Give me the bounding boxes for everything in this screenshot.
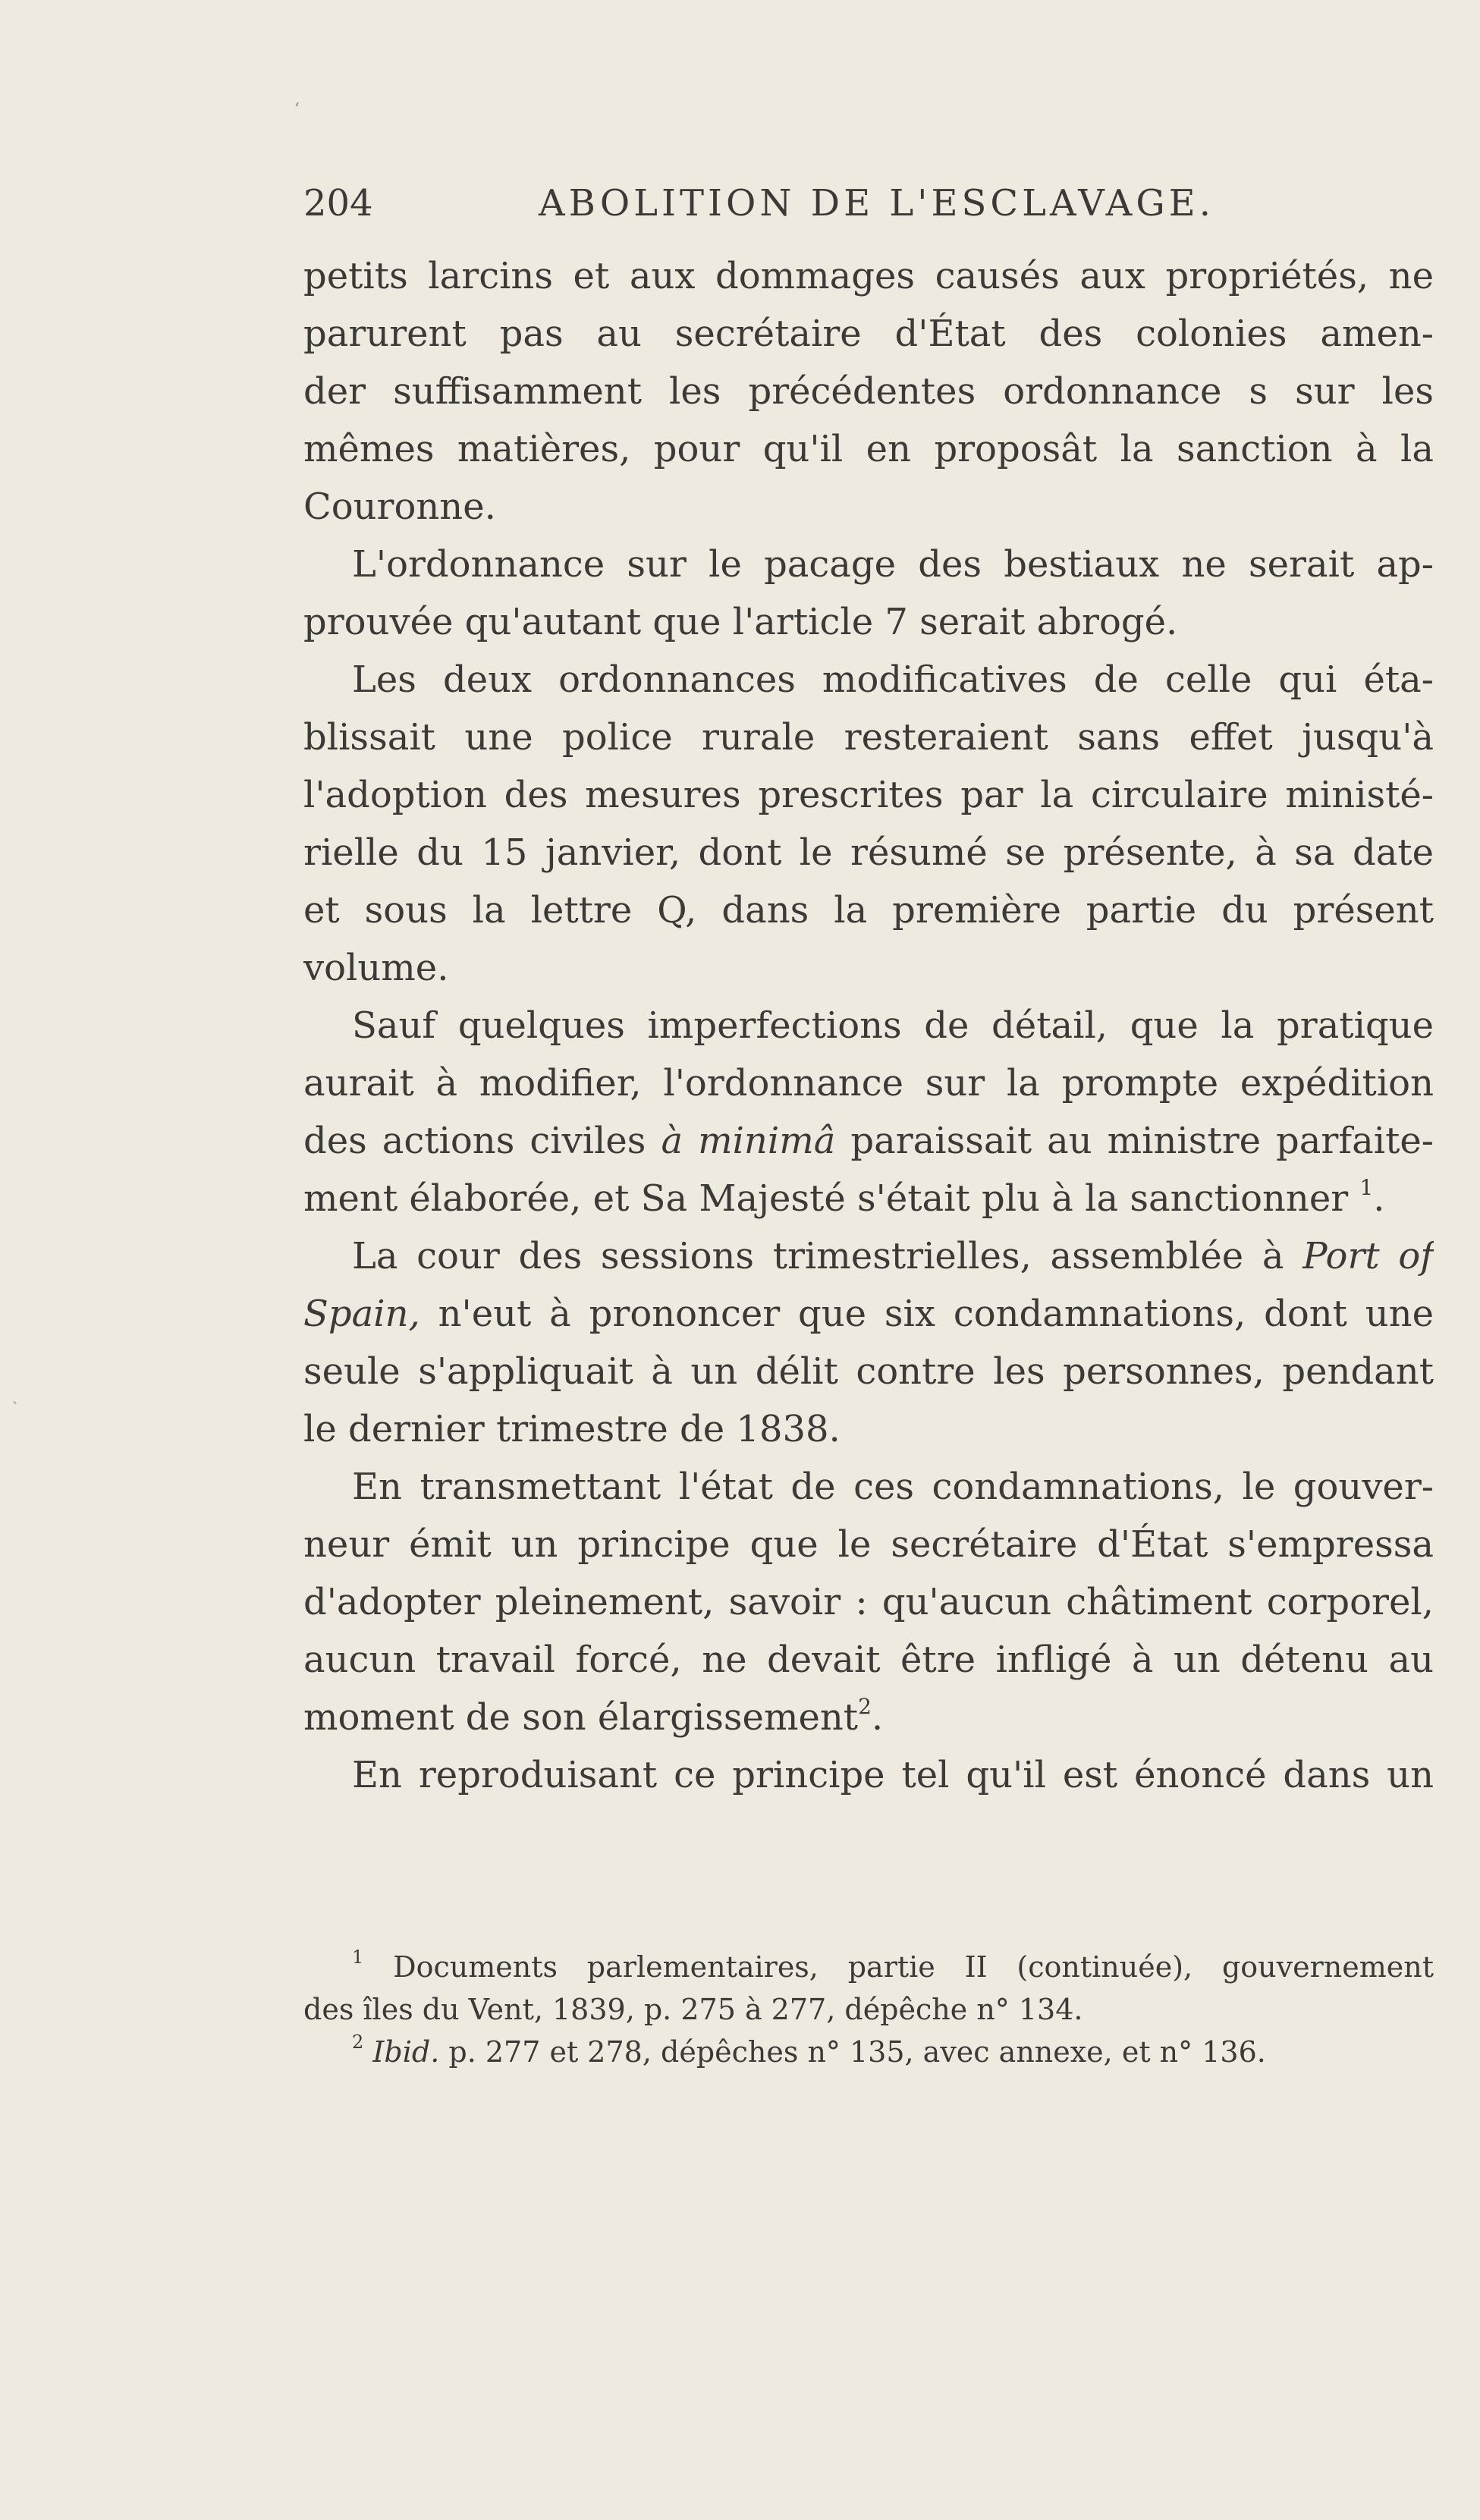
footnote-ref: 2 xyxy=(858,1694,872,1719)
footnotes xyxy=(303,1946,1434,2073)
footnote-italic: Ibid. xyxy=(372,2035,440,2069)
main-text xyxy=(303,247,1434,1804)
italic-phrase: à minimâ xyxy=(661,1120,836,1162)
page-number: 204 xyxy=(303,182,373,225)
text-line: En transmettant l'état de ces condamnations, le gouver- xyxy=(352,1466,1434,1508)
text-line: d'adopter pleinement, savoir : qu'aucun châtiment corporel, xyxy=(303,1581,1434,1623)
stray-mark: ʻ xyxy=(294,100,300,119)
footnote-continuation: des îles du Vent, 1839, p. 275 à 277, dépêche n° 134. xyxy=(303,1993,1083,2026)
text-segment: paraissait au ministre parfaite- xyxy=(850,1120,1434,1162)
text-segment: La cour des sessions trimestrielles, assemblée à xyxy=(352,1235,1284,1277)
footnote-text: Documents parlementaires, partie II (continuée), gouvernement xyxy=(393,1950,1434,1984)
text-line: Sauf quelques imperfections de détail, que la pratique xyxy=(352,1004,1434,1047)
footnote-ref: 1 xyxy=(1359,1175,1374,1200)
text-line: En reproduisant ce principe tel qu'il est énoncé dans un xyxy=(352,1754,1434,1796)
text-line: neur émit un principe que le secrétaire d'État s'empressa xyxy=(303,1523,1434,1566)
footnote xyxy=(303,1946,1434,1988)
running-title: ABOLITION DE L'ESCLAVAGE. xyxy=(539,182,1214,225)
text-line xyxy=(303,1227,1434,1285)
text-line: aurait à modifier, l'ordonnance sur la prompte expédition xyxy=(303,1062,1434,1104)
text-line xyxy=(303,1112,1434,1170)
text-segment: . xyxy=(871,1696,884,1739)
text-line: mêmes matières, pour qu'il en proposât la sanction à la xyxy=(303,428,1434,470)
text-line: volume. xyxy=(303,947,449,989)
text-line: le dernier trimestre de 1838. xyxy=(303,1408,841,1450)
footnote-marker: 2 xyxy=(352,2031,364,2053)
italic-place-name: Port of xyxy=(1302,1235,1434,1277)
footnote-marker: 1 xyxy=(352,1947,364,1969)
text-line: et sous la lettre Q, dans la première partie du présent xyxy=(303,889,1434,932)
footnote-text: p. 277 et 278, dépêches n° 135, avec annexe, et n° 136. xyxy=(448,2035,1266,2069)
text-line: aucun travail forcé, ne devait être infligé à un détenu au xyxy=(303,1639,1434,1681)
italic-place-name: Spain, xyxy=(303,1293,420,1335)
text-line: rielle du 15 janvier, dont le résumé se présente, à sa date xyxy=(303,831,1434,874)
text-line: Couronne. xyxy=(303,485,496,528)
text-segment: . xyxy=(1373,1177,1385,1220)
text-segment: n'eut à prononcer que six condamnations, dont une xyxy=(438,1293,1434,1335)
text-line: Les deux ordonnances modificatives de celle qui éta- xyxy=(352,658,1434,701)
text-segment: des actions civiles xyxy=(303,1120,646,1162)
text-line: parurent pas au secrétaire d'État des colonies amen- xyxy=(303,313,1434,355)
text-line: prouvée qu'autant que l'article 7 serait abrogé. xyxy=(303,601,1178,643)
text-line xyxy=(303,1170,1434,1227)
text-line: blissait une police rurale resteraient sans effet jusqu'à xyxy=(303,716,1434,759)
text-line xyxy=(303,1689,1434,1746)
text-line: seule s'appliquait à un délit contre les personnes, pendant xyxy=(303,1350,1434,1393)
stray-mark: ˏ xyxy=(12,1386,18,1405)
text-segment: moment de son élargissement xyxy=(303,1696,859,1739)
text-segment: ment élaborée, et Sa Majesté s'était plu à la sanctionner xyxy=(303,1177,1349,1220)
text-line: der suffisamment les précédentes ordonnance s sur les xyxy=(303,370,1434,413)
footnote xyxy=(303,2031,1434,2073)
text-line: l'adoption des mesures prescrites par la circulaire ministé- xyxy=(303,774,1434,816)
text-line: L'ordonnance sur le pacage des bestiaux ne serait ap- xyxy=(352,543,1434,586)
text-line: petits larcins et aux dommages causés aux propriétés, ne xyxy=(303,255,1434,297)
text-line xyxy=(303,1285,1434,1343)
